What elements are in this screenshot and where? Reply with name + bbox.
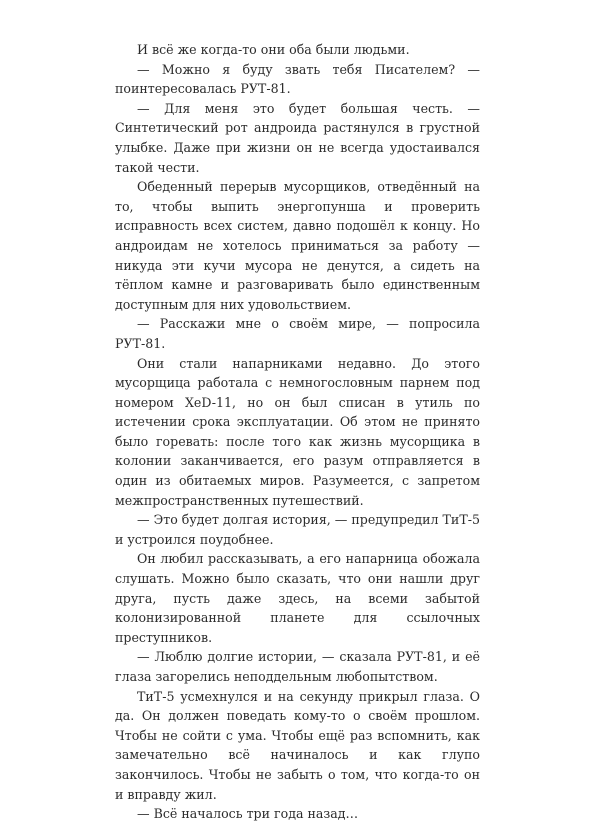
- paragraph: — Можно я буду звать тебя Писателем? — поинтересовалась РУТ-81.: [115, 61, 480, 97]
- paragraph: — Всё началось три года назад…: [137, 806, 359, 822]
- paragraph: Они стали напарниками недавно. До этого мусорщица работала с немногословным парнем под номером XeD-11, но он был списан в утиль по истечении срока эксплуатации. Об этом не принято было горевать: после того как жизнь мусорщика в колонии заканчивается, его разум отправляется в один из обитаемых миров. Разумеется, с запретом межпространственных путешествий.: [115, 355, 480, 508]
- page-text: [115, 40, 480, 824]
- paragraph: — Люблю долгие истории, — сказала РУТ-81, и её глаза загорелись неподдельным любопытством.: [115, 649, 480, 684]
- paragraph: Обеденный перерыв мусорщиков, отведённый на то, чтобы выпить энергопунша и проверить исправность всех систем, давно подошёл к концу. Но андроидам не хотелось приниматься за работу — никуда эти кучи мусора не денутся, а сидеть на тёплом камне и разговаривать было единственным доступным для них удовольствием.: [115, 179, 480, 312]
- paragraph: Он любил рассказывать, а его напарница обожала слушать. Можно было сказать, что они нашли друг друга, пусть даже здесь, на всеми забытой колонизированной планете для ссылочных преступников.: [115, 551, 480, 645]
- paragraph: И всё же когда-то они оба были людьми.: [137, 42, 410, 57]
- paragraph: ТиТ-5 усмехнулся и на секунду прикрыл глаза. О да. Он должен поведать кому-то о своём прошлом. Чтобы не сойти с ума. Чтобы ещё раз вспомнить, как замечательно всё начиналось и как глупо закончилось. Чтобы не забыть о том, что когда-то он и вправду жил.: [115, 688, 480, 802]
- paragraph: — Для меня это будет большая честь. — Синтетический рот андроида растянулся в грустной улыбке. Даже при жизни он не всегда удостаивался такой чести.: [115, 100, 480, 175]
- paragraph: — Это будет долгая история, — предупредил ТиТ-5 и устроился поудобнее.: [115, 512, 480, 547]
- paragraph: — Расскажи мне о своём мире, — попросила РУТ-81.: [115, 316, 480, 351]
